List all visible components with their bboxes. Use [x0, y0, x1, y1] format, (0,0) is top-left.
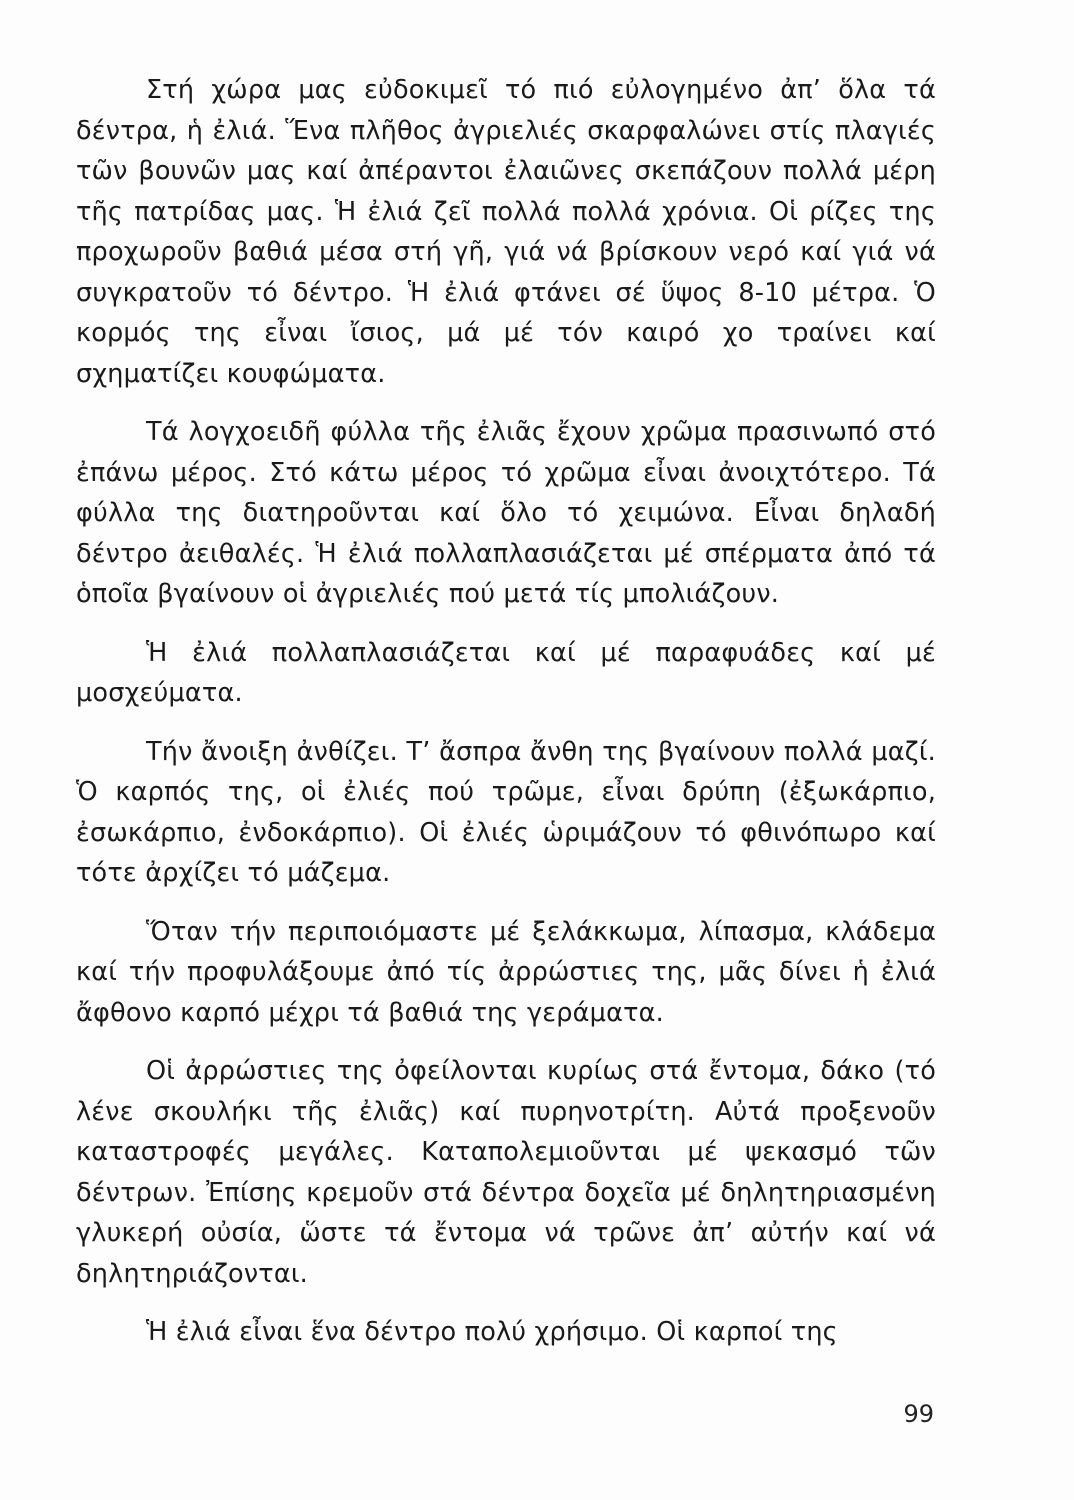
paragraph: Ἡ ἐλιά εἶναι ἕνα δέντρο πολύ χρήσιμο. Οἱ καρποί της — [146, 1317, 838, 1347]
paragraph: Τά λογχοειδῆ φύλλα τῆς ἐλιᾶς ἔχουν χρῶμα πρασινωπό στό ἐπάνω μέρος. Στό κάτω μέρος τό χρῶμα εἶναι ἀνοιχτότερο. Τά φύλλα της διατηροῦνται καί ὅλο τό χειμώνα. Εἶναι δηλαδή δέντρο ἀειθαλές. Ἡ ἐλιά πολλαπλασιάζεται μέ σπέρματα ἀπό τά ὁποῖα βγαίνουν οἱ ἀγριελιές πού μετά τίς μπολιάζουν. — [76, 417, 936, 609]
paragraph: Ἡ ἐλιά πολλαπλασιάζεται καί μέ παραφυάδες καί μέ μοσχεύματα. — [76, 637, 936, 708]
page-number: 99 — [903, 1400, 934, 1428]
paragraph: Στή χώρα μας εὐδοκιμεῖ τό πιό εὐλογημένο ἀπ’ ὅλα τά δέντρα, ἡ ἐλιά. Ἕνα πλῆθος ἀγριελιές σκαρφαλώνει στίς πλαγιές τῶν βουνῶν μας καί ἀπέραντοι ἐλαιῶνες σκεπάζουν πολλά μέρη τῆς πατρίδας μας. Ἡ ἐλιά ζεῖ πολλά πολλά χρόνια. Οἱ ρίζες της προχωροῦν βαθιά μέσα στή γῆ, γιά νά βρίσκουν νερό καί γιά νά συγκρατοῦν τό δέντρο. Ἡ ἐλιά φτάνει σέ ὕψος 8-10 μέτρα. Ὁ κορμός της εἶναι ἴσιος, μά μέ τόν καιρό χο τραίνει καί σχηματίζει κουφώματα. — [76, 75, 936, 389]
paragraph: Τήν ἄνοιξη ἀνθίζει. Τ’ ἄσπρα ἄνθη της βγαίνουν πολλά μαζί. Ὁ καρπός της, οἱ ἐλιές πού τρῶμε, εἶναι δρύπη (ἐξωκάρπιο, ἐσωκάρπιο, ἐνδοκάρπιο). Οἱ ἐλιές ὡριμάζουν τό φθινόπωρο καί τότε ἀρχίζει τό μάζεμα. — [76, 736, 936, 888]
body-text — [76, 70, 936, 1371]
paragraph: Οἱ ἀρρώστιες της ὀφείλονται κυρίως στά ἔντομα, δάκο (τό λένε σκουλήκι τῆς ἐλιᾶς) καί πυρηνοτρίτη. Αὐτά προξενοῦν καταστροφές μεγάλες. Καταπολεμιοῦνται μέ ψεκασμό τῶν δέντρων. Ἐπίσης κρεμοῦν στά δέντρα δοχεῖα μέ δηλητηριασμένη γλυκερή οὐσία, ὥστε τά ἔντομα νά τρῶνε ἀπ’ αὐτήν καί νά δηλητηριάζονται. — [76, 1056, 936, 1289]
paragraph: Ὅταν τήν περιποιόμαστε μέ ξελάκκωμα, λίπασμα, κλάδεμα καί τήν προφυλάξουμε ἀπό τίς ἀρρώστιες της, μᾶς δίνει ἡ ἐλιά ἄφθονο καρπό μέχρι τά βαθιά της γεράματα. — [76, 916, 936, 1028]
